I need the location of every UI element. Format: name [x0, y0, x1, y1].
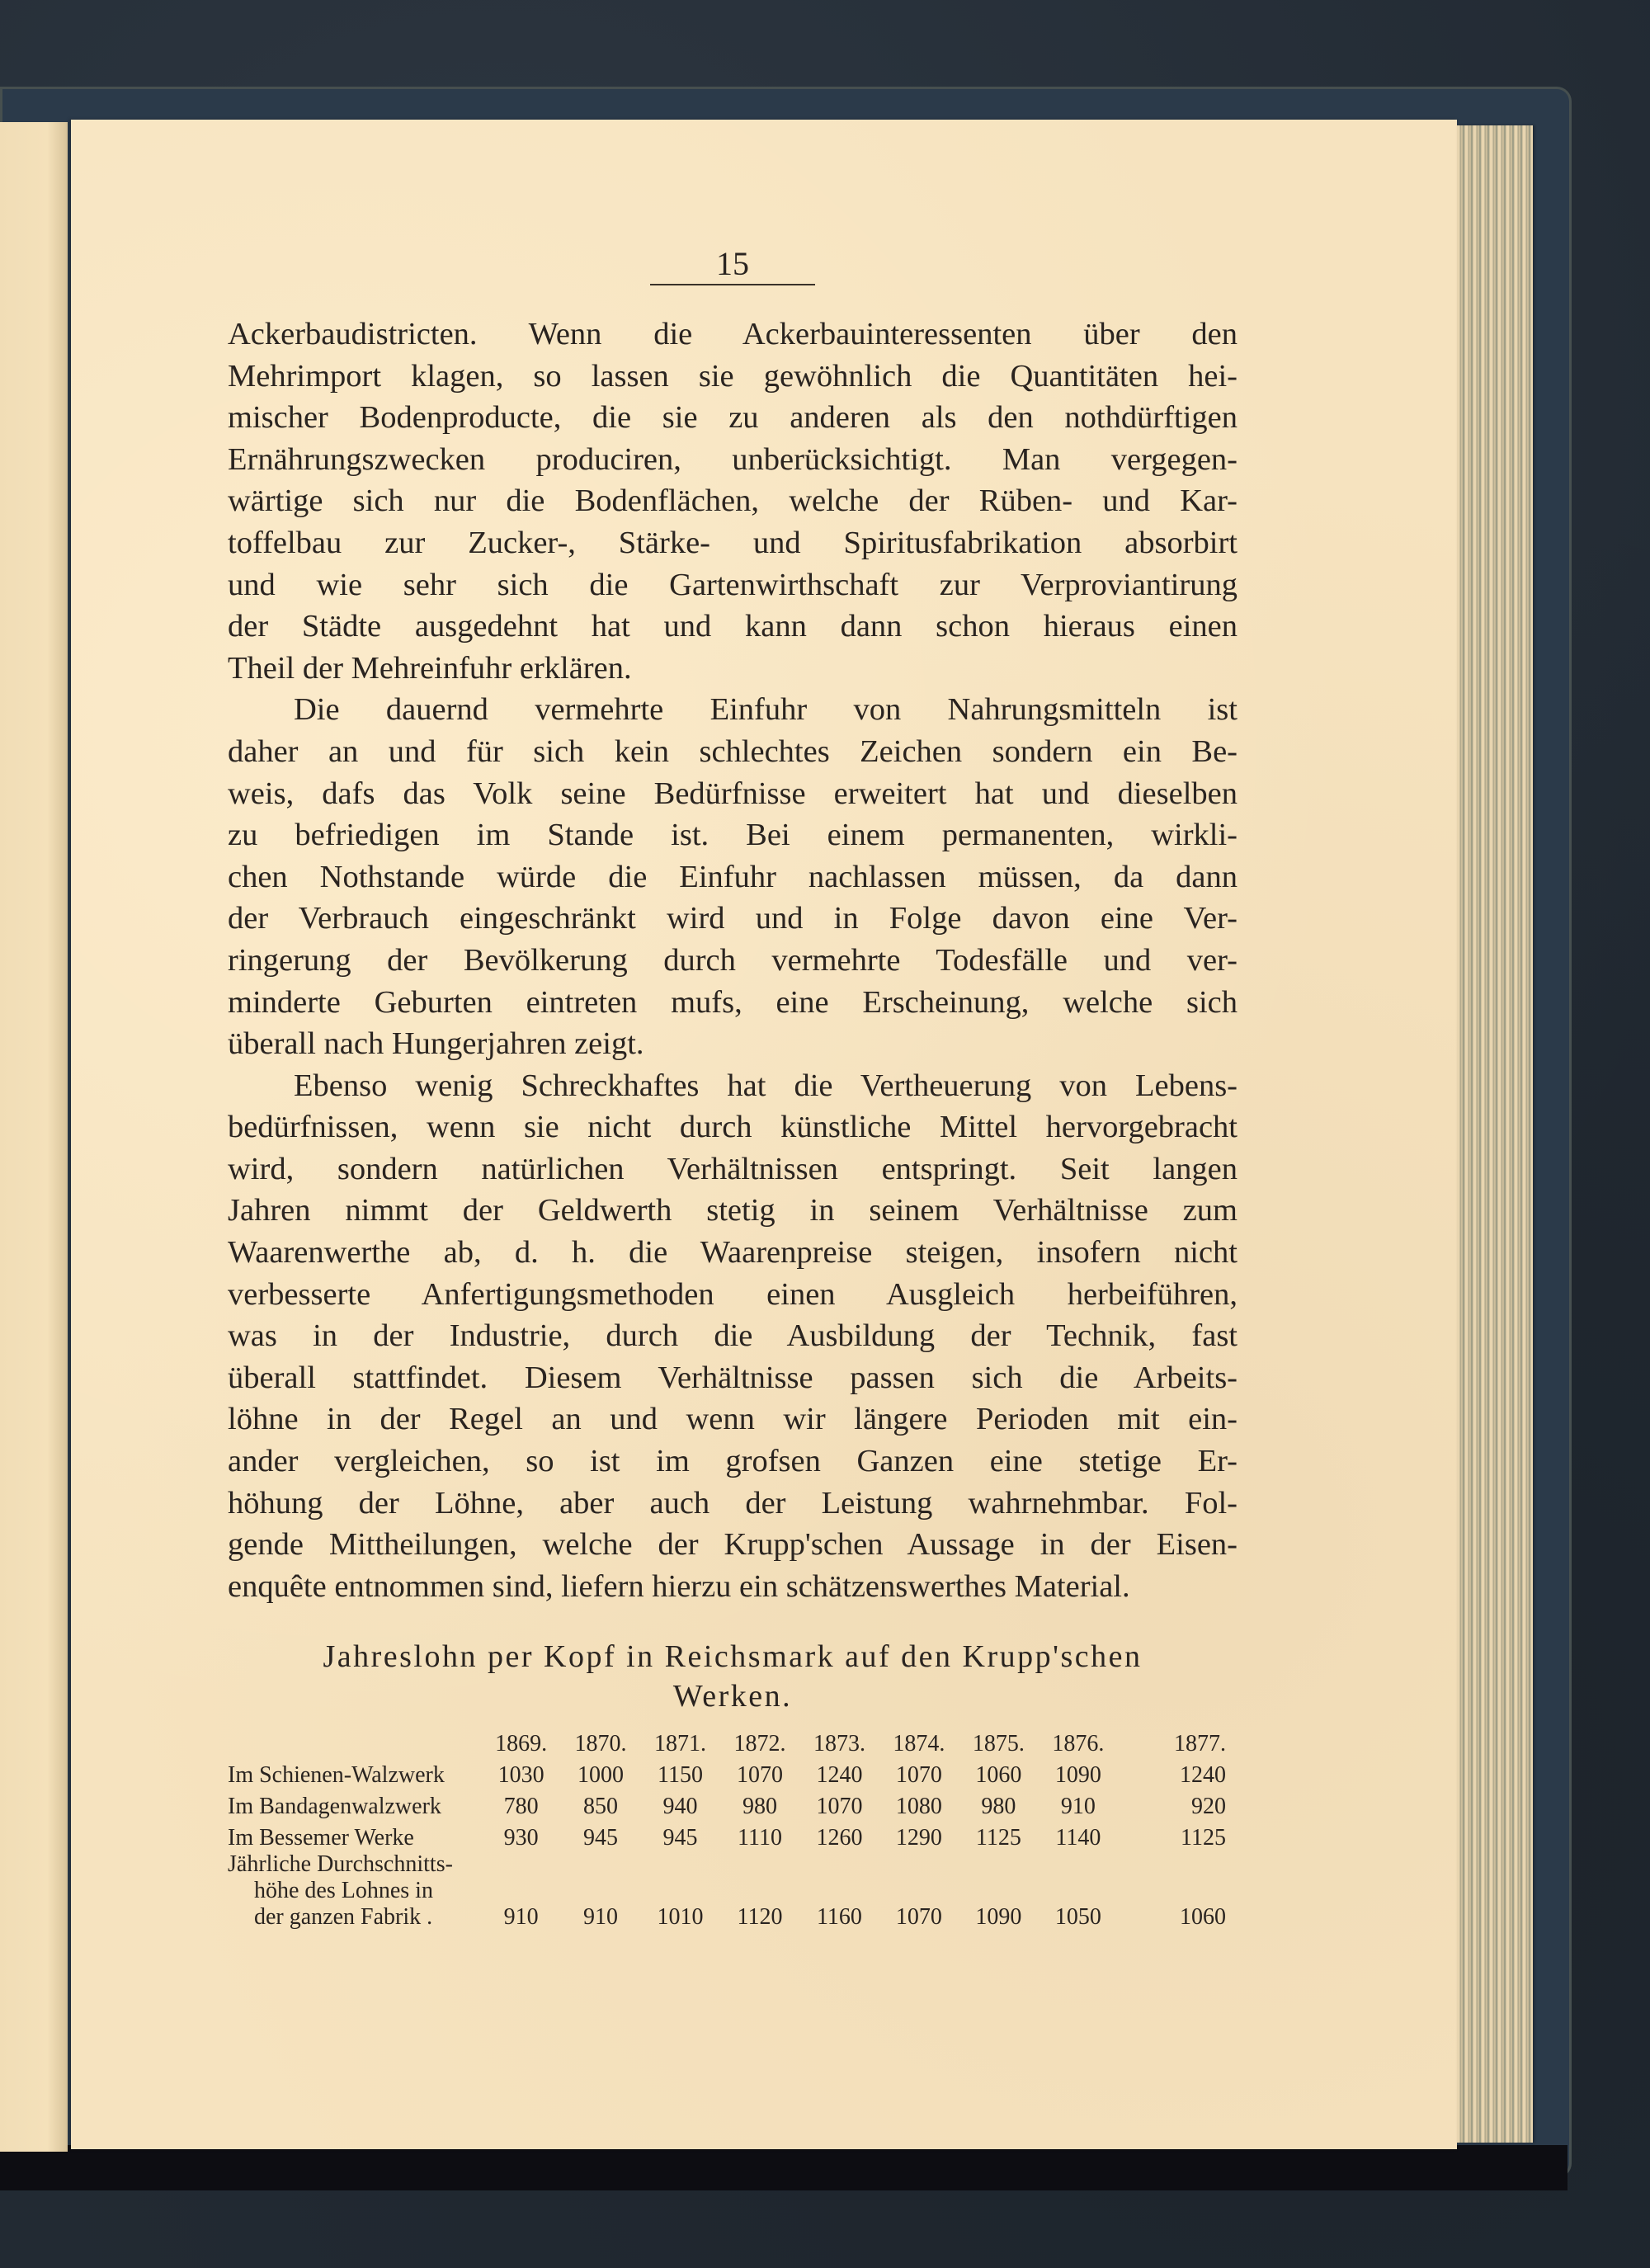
text-line: Ackerbaudistricten. Wenn die Ackerbauinteressenten über den: [228, 317, 1238, 351]
text-line: bedürfnissen, wenn sie nicht durch künstliche Mittel hervorgebracht: [228, 1110, 1238, 1145]
year-header: 1869.: [495, 1731, 548, 1757]
wage-value: 1125: [1181, 1825, 1226, 1851]
wage-value: 1240: [816, 1762, 863, 1789]
year-header-row: [228, 1726, 1242, 1757]
text-line: überall nach Hungerjahren zeigt.: [228, 1026, 644, 1062]
text-line: mischer Bodenproducte, die sie zu anderen als den nothdürftigen: [228, 400, 1238, 436]
text-line: Mehrimport klagen, so lassen sie gewöhnlich die Quantitäten hei-: [228, 358, 1238, 394]
wage-value: 1150: [658, 1762, 703, 1789]
table-row: [228, 1789, 1242, 1820]
year-header: 1875.: [972, 1731, 1025, 1757]
row-label-line: Im Bessemer Werke: [228, 1825, 414, 1851]
page-number-rule: [650, 284, 815, 285]
year-header: 1871.: [654, 1731, 707, 1757]
wage-value: 1090: [975, 1904, 1022, 1931]
wage-value: 1160: [816, 1904, 862, 1931]
row-label: [228, 1851, 481, 1931]
row-label-line: Jährliche Durchschnitts-: [228, 1851, 453, 1878]
text-line: gende Mittheilungen, welche der Krupp'schen Aussage in der Eisen-: [228, 1527, 1238, 1563]
wage-value: 1290: [895, 1825, 942, 1851]
text-line: daher an und für sich kein schlechtes Zeichen sondern ein Be-: [228, 733, 1238, 769]
wage-value: 1070: [736, 1762, 783, 1789]
table-row: [228, 1757, 1242, 1789]
table-row: [228, 1851, 1242, 1931]
wage-value: 1120: [737, 1904, 783, 1931]
row-label: [228, 1757, 481, 1789]
text-line: wird, sondern natürlichen Verhältnissen entspringt. Seit langen: [228, 1151, 1238, 1186]
wage-value: 1260: [816, 1825, 863, 1851]
wage-value: 1030: [497, 1762, 544, 1789]
wage-value: 1090: [1054, 1762, 1101, 1789]
year-header: 1877.: [1174, 1731, 1226, 1757]
wage-value: 980: [981, 1794, 1016, 1820]
wage-value: 920: [1191, 1794, 1226, 1820]
paragraph: [228, 1065, 1238, 1608]
row-label-line: höhe des Lohnes in: [254, 1878, 433, 1904]
wage-value: 1125: [975, 1825, 1021, 1851]
text-line: überall stattfindet. Diesem Verhältnisse passen sich die Arbeits-: [228, 1360, 1238, 1395]
wage-table-body: [228, 1757, 1242, 1931]
year-header: 1876.: [1052, 1731, 1105, 1757]
table-title-line-1: Jahreslohn per Kopf in Reichsmark auf den Krupp'schen: [323, 1639, 1143, 1675]
wage-value: 1070: [816, 1794, 863, 1820]
text-line: ander vergleichen, so ist im grofsen Ganzen eine stetige Er-: [228, 1444, 1238, 1479]
wage-value: 1050: [1054, 1904, 1101, 1931]
page-content: [228, 244, 1238, 1931]
text-line: wärtige sich nur die Bodenflächen, welche der Rüben- und Kar-: [228, 483, 1238, 519]
paragraph: [228, 689, 1238, 1064]
wage-value: 850: [583, 1794, 619, 1820]
wage-value: 1010: [657, 1904, 704, 1931]
table-title-line-2: Werken.: [672, 1679, 793, 1714]
wage-value: 1000: [578, 1762, 625, 1789]
wage-value: 910: [583, 1904, 619, 1931]
wage-value: 945: [583, 1825, 619, 1851]
page-number: 15: [716, 245, 749, 282]
body-text: [228, 314, 1238, 1607]
text-line: toffelbau zur Zucker-, Stärke- und Spiritusfabrikation absorbirt: [228, 525, 1238, 560]
text-line: Theil der Mehreinfuhr erklären.: [228, 650, 632, 686]
text-line: höhung der Löhne, aber auch der Leistung wahrnehmbar. Fol-: [228, 1485, 1238, 1521]
wage-value: 1070: [895, 1762, 942, 1789]
text-line: der Verbrauch eingeschränkt wird und in Folge davon eine Ver-: [228, 901, 1238, 936]
row-label-line: der ganzen Fabrik .: [254, 1904, 433, 1931]
wage-table: [228, 1726, 1242, 1931]
page-stack-edge: [1457, 125, 1533, 2143]
year-header: 1870.: [574, 1731, 627, 1757]
text-line: Jahren nimmt der Geldwerth stetig in seinem Verhältnisse zum: [228, 1193, 1238, 1228]
wage-value: 940: [662, 1794, 698, 1820]
row-label-header: [228, 1726, 481, 1757]
text-line: chen Nothstande würde die Einfuhr nachlassen müssen, da dann: [228, 859, 1238, 894]
year-header: 1874.: [893, 1731, 945, 1757]
wage-value: 945: [662, 1825, 698, 1851]
text-line: verbesserte Anfertigungsmethoden einen Ausgleich herbeiführen,: [228, 1276, 1238, 1312]
paragraph: [228, 314, 1238, 689]
left-page-edge: [0, 122, 68, 2152]
row-label-line: Im Schienen-Walzwerk: [228, 1762, 445, 1789]
text-line: weis, dafs das Volk seine Bedürfnisse erweitert hat und dieselben: [228, 776, 1238, 811]
wage-value: 1140: [1055, 1825, 1101, 1851]
row-label: [228, 1820, 481, 1851]
text-line: Die dauernd vermehrte Einfuhr von Nahrungsmitteln ist: [294, 692, 1238, 728]
text-line: löhne in der Regel an und wenn wir längere Perioden mit ein-: [228, 1402, 1238, 1437]
wage-value: 910: [1060, 1794, 1096, 1820]
text-line: Ebenso wenig Schreckhaftes hat die Vertheuerung von Lebens-: [294, 1068, 1238, 1103]
text-line: Ernährungszwecken produciren, unberücksichtigt. Man vergegen-: [228, 441, 1238, 477]
wage-value: 910: [503, 1904, 539, 1931]
wage-value: 1060: [1180, 1904, 1226, 1931]
wage-value: 1060: [975, 1762, 1022, 1789]
text-line: enquête entnommen sind, liefern hierzu ein schätzenswerthes Material.: [228, 1568, 1130, 1604]
wage-value: 1080: [895, 1794, 942, 1820]
year-header: 1872.: [733, 1731, 786, 1757]
table-title: [228, 1637, 1238, 1716]
row-label-line: Im Bandagenwalzwerk: [228, 1794, 441, 1820]
text-line: der Städte ausgedehnt hat und kann dann schon hieraus einen: [228, 609, 1238, 644]
wage-value: 1070: [895, 1904, 942, 1931]
wage-value: 980: [742, 1794, 777, 1820]
wage-value: 930: [503, 1825, 539, 1851]
row-label: [228, 1789, 481, 1820]
text-line: und wie sehr sich die Gartenwirthschaft zur Verproviantirung: [228, 567, 1238, 602]
text-line: zu befriedigen im Stande ist. Bei einem permanenten, wirkli-: [228, 818, 1238, 853]
table-row: [228, 1820, 1242, 1851]
wage-value: 1110: [738, 1825, 782, 1851]
text-line: was in der Industrie, durch die Ausbildung der Technik, fast: [228, 1318, 1238, 1354]
text-line: minderte Geburten eintreten mufs, eine Erscheinung, welche sich: [228, 984, 1238, 1020]
wage-value: 1240: [1180, 1762, 1226, 1789]
text-line: ringerung der Bevölkerung durch vermehrte Todesfälle und ver-: [228, 942, 1238, 978]
year-header: 1873.: [813, 1731, 865, 1757]
book-cover-bottom-shadow: [0, 2145, 1568, 2190]
wage-value: 780: [503, 1794, 539, 1820]
text-line: Waarenwerthe ab, d. h. die Waarenpreise steigen, insofern nicht: [228, 1235, 1238, 1271]
